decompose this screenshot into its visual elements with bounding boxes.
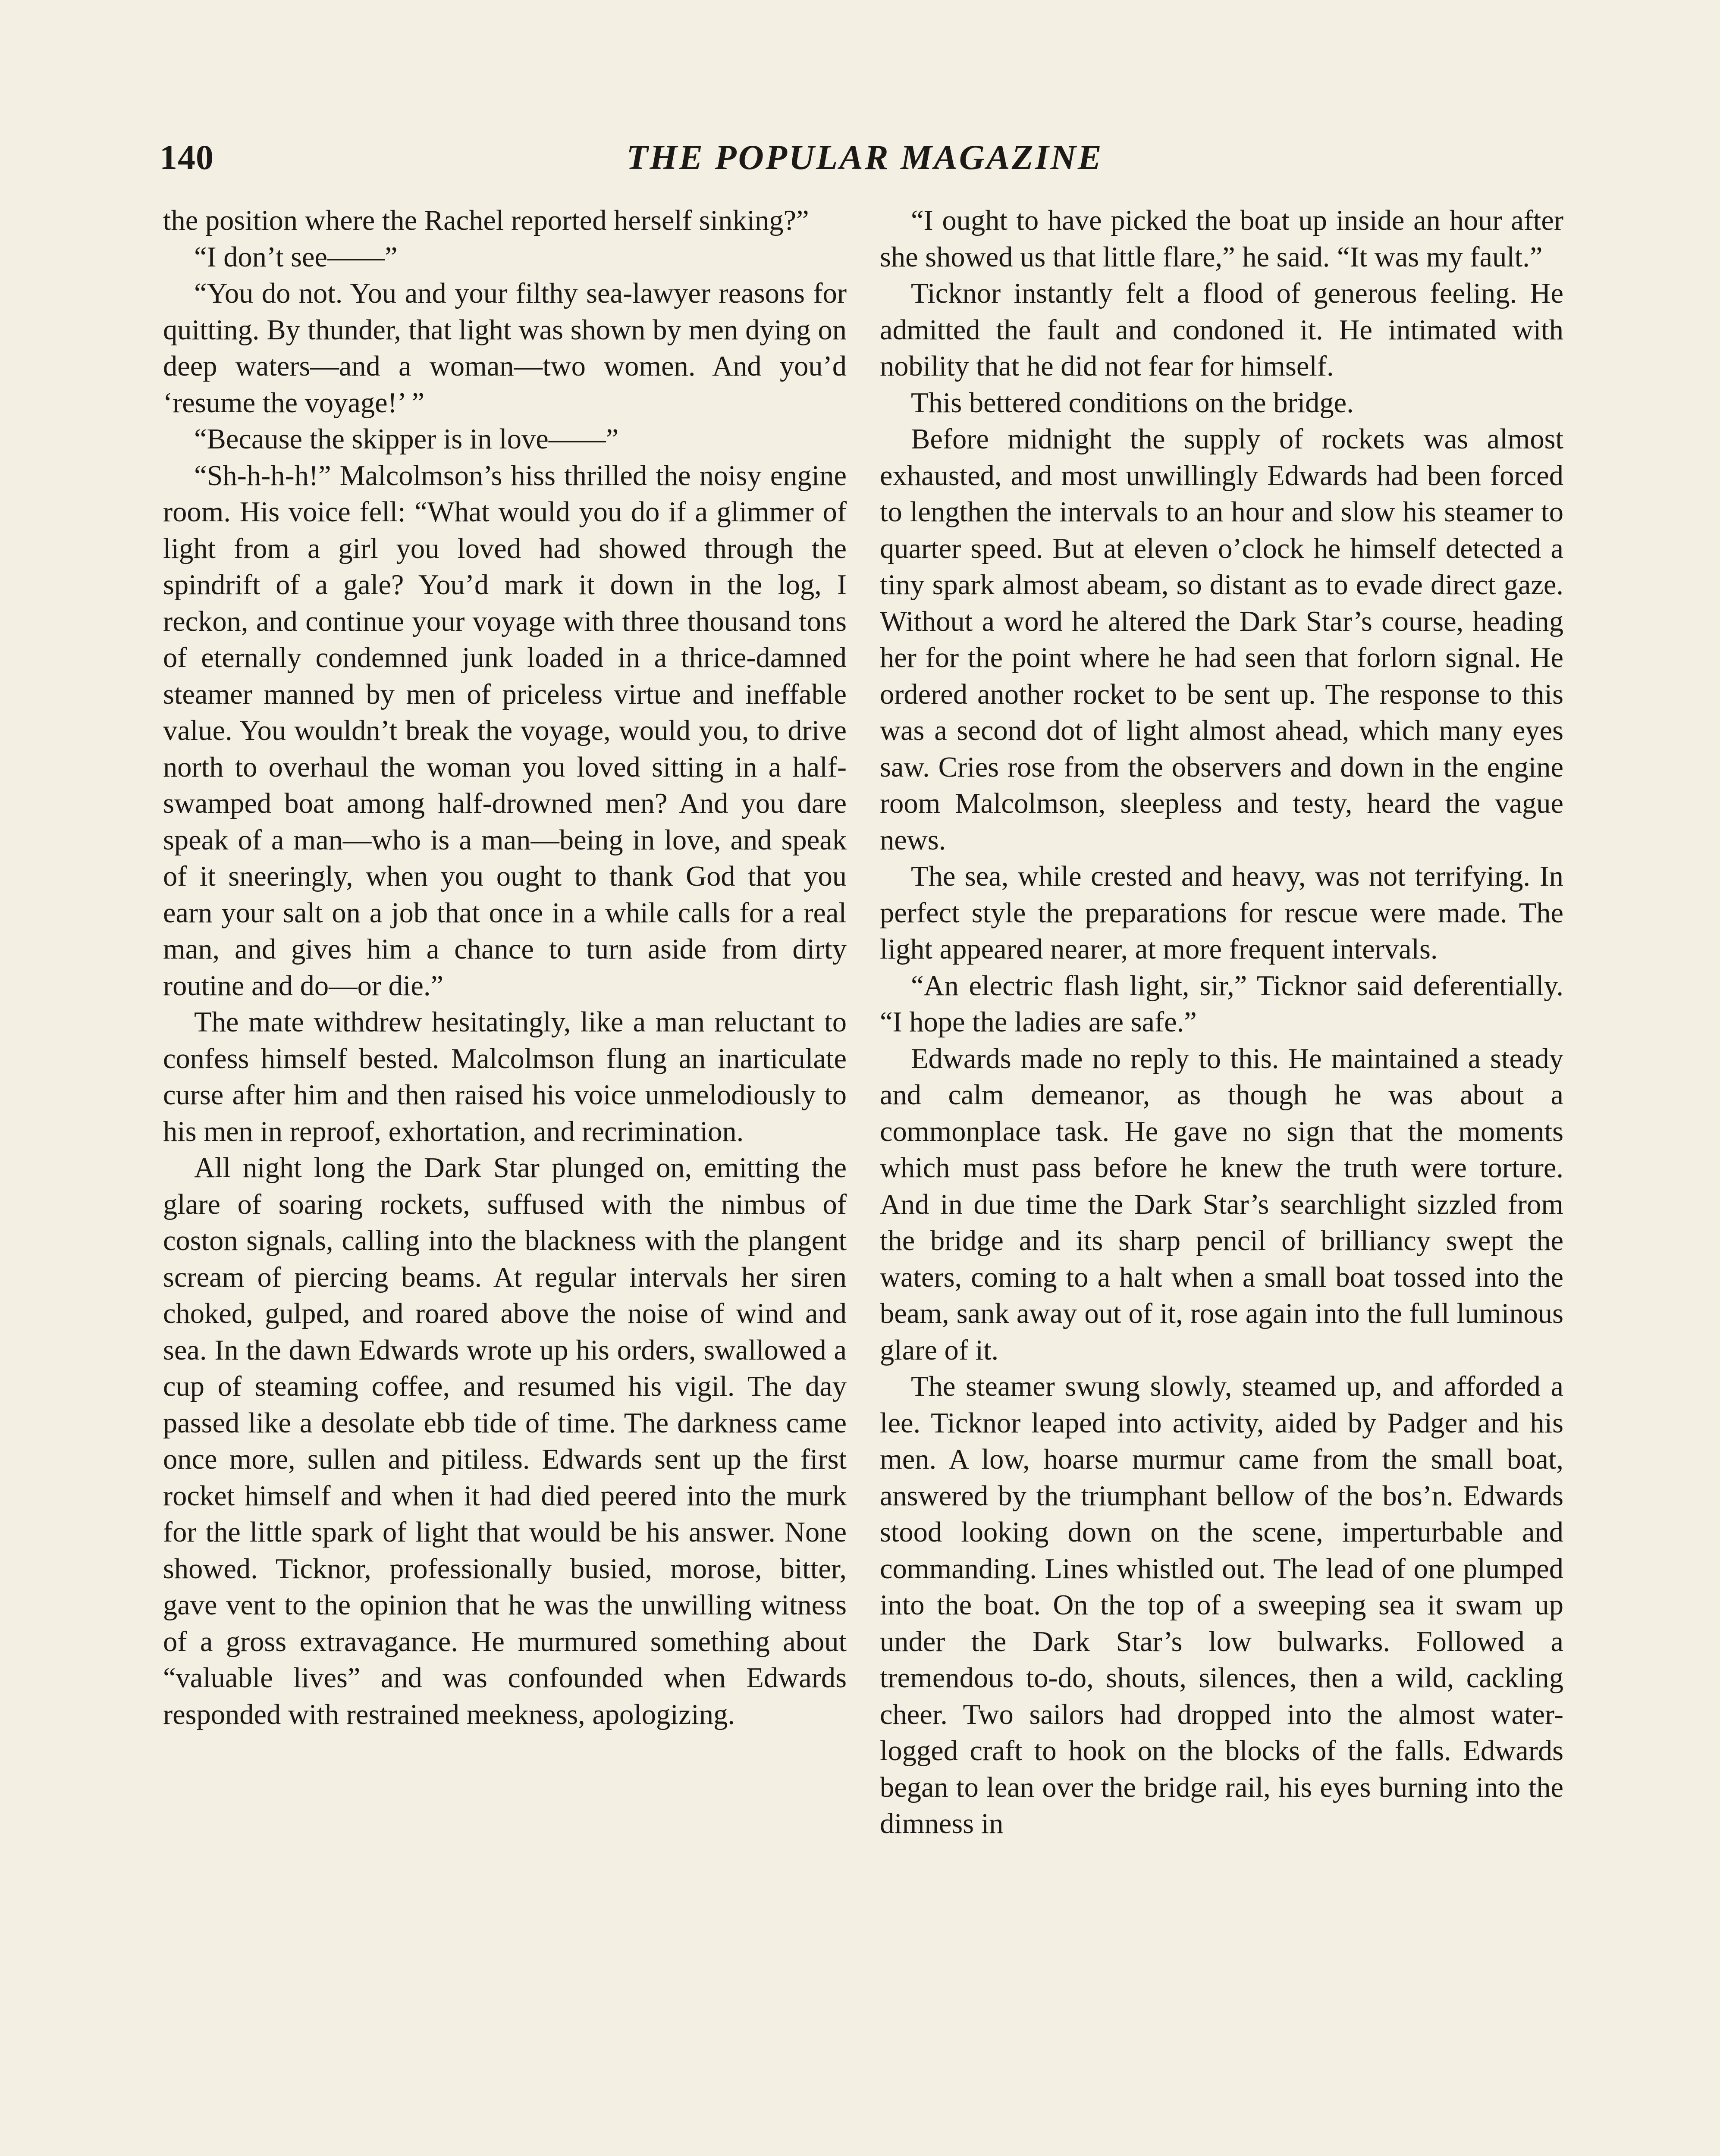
paragraph: “I ought to have picked the boat up inside an hour after she showed us that little flare,” he said. “It was my fault.” [880,205,1563,273]
paragraph: The sea, while crested and heavy, was not terrifying. In perfect style the preparations for rescue were made. The light appeared nearer, at more frequent intervals. [880,861,1563,965]
left-column [163,203,847,1733]
page-header [160,137,1570,185]
paragraph: “An electric flash light, sir,” Ticknor said deferentially. “I hope the ladies are safe.” [880,970,1563,1038]
paragraph: “Because the skipper is in love——” [194,423,619,455]
paragraph: Before midnight the supply of rockets was almost exhausted, and most unwillingly Edwards had been forced to lengthen the intervals to an hour and slow his steamer to quarter speed. But at eleven o’clock he himself detected a tiny spark almost abeam, so distant as to evade direct gaze. Without a word he altered the Dark Star’s course, heading her for the point where he had seen that forlorn signal. He ordered another rocket to be sent up. The response to this was a second dot of light almost ahead, which many eyes saw. Cries rose from the observers and down in the engine room Malcolmson, sleepless and testy, heard the vague news. [880,423,1563,856]
paragraph: The steamer swung slowly, steamed up, and afforded a lee. Ticknor leaped into activity, aided by Padger and his men. A low, hoarse murmur came from the small boat, answered by the triumphant bellow of the bos’n. Edwards stood looking down on the scene, imperturbable and commanding. Lines whistled out. The lead of one plumped into the boat. On the top of a sweeping sea it swam up under the Dark Star’s low bulwarks. Followed a tremendous to-do, shouts, silences, then a wild, cackling cheer. Two sailors had dropped into the almost water-logged craft to hook on the blocks of the falls. Edwards began to lean over the bridge rail, his eyes burning into the dimness in [880,1371,1563,1839]
page-number: 140 [160,138,214,177]
paragraph: the position where the Rachel reported herself sinking?” [163,205,809,236]
paragraph: All night long the Dark Star plunged on, emitting the glare of soaring rockets, suffused with the nimbus of coston signals, calling into the blackness with the plangent scream of piercing beams. At regular intervals her siren choked, gulped, and roared above the noise of wind and sea. In the dawn Edwards wrote up his orders, swallowed a cup of steaming coffee, and resumed his vigil. The day passed like a desolate ebb tide of time. The darkness came once more, sullen and pitiless. Edwards sent up the first rocket himself and when it had died peered into the murk for the little spark of light that would be his answer. None showed. Ticknor, professionally busied, morose, bitter, gave vent to the opinion that he was the unwilling witness of a gross extravagance. He murmured something about “valuable lives” and was confounded when Edwards responded with restrained meekness, apologizing. [163,1152,847,1730]
paragraph: The mate withdrew hesitatingly, like a man reluctant to confess himself bested. Malcolmson flung an inarticulate curse after him and then raised his voice unmelodiously to his men in reproof, exhortation, and recrimination. [163,1006,847,1147]
right-column [880,203,1563,1843]
paragraph: “I don’t see——” [194,241,398,273]
paragraph: Ticknor instantly felt a flood of generous feeling. He admitted the fault and condoned it. He intimated with nobility that he did not fear for himself. [880,278,1563,382]
paragraph: “Sh-h-h-h!” Malcolmson’s hiss thrilled the noisy engine room. His voice fell: “What would you do if a glimmer of light from a girl you loved had showed through the spindrift of a gale? You’d mark it down in the log, I reckon, and continue your voyage with three thousand tons of eternally condemned junk loaded in a thrice-damned steamer manned by men of priceless virtue and ineffable value. You wouldn’t break the voyage, would you, to drive north to overhaul the woman you loved sitting in a half-swamped boat among half-drowned men? And you dare speak of a man—who is a man—being in love, and speak of it sneeringly, when you ought to thank God that you earn your salt on a job that once in a while calls for a real man, and gives him a chance to turn aside from dirty routine and do—or die.” [163,460,847,1002]
paragraph: “You do not. You and your filthy sea-lawyer reasons for quitting. By thunder, that light was shown by men dying on deep waters—and a woman—two women. And you’d ‘resume the voyage!’ ” [163,278,847,419]
paragraph: This bettered conditions on the bridge. [911,387,1354,419]
running-head: THE POPULAR MAGAZINE [626,138,1103,177]
paragraph: Edwards made no reply to this. He maintained a steady and calm demeanor, as though he was about a commonplace task. He gave no sign that the moments which must pass before he knew the truth were torture. And in due time the Dark Star’s searchlight sizzled from the bridge and its sharp pencil of brilliancy swept the waters, coming to a halt when a small boat tossed into the beam, sank away out of it, rose again into the full luminous glare of it. [880,1043,1563,1366]
